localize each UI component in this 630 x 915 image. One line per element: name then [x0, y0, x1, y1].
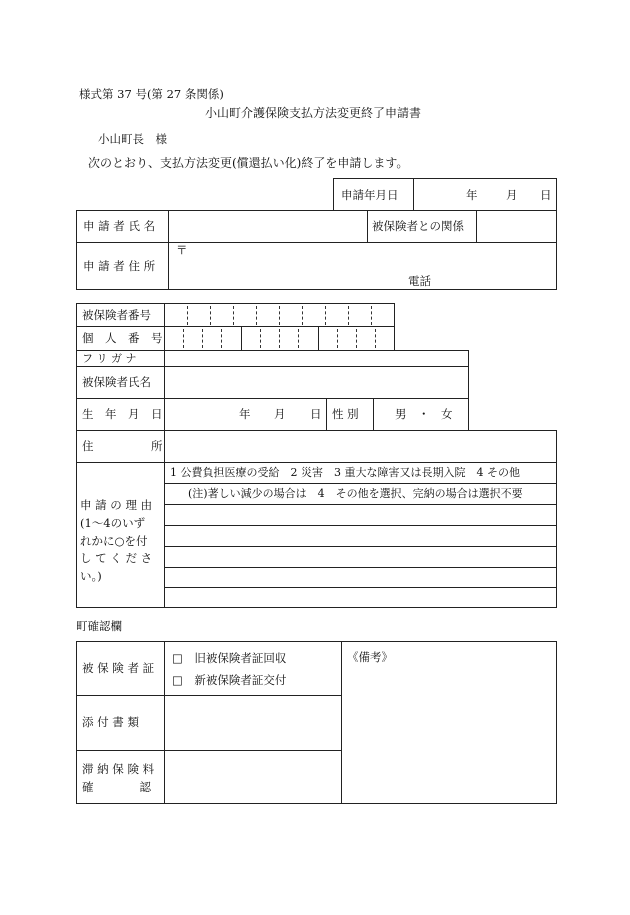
sex-label: 性 別 [332, 407, 359, 421]
insured-address-field[interactable] [166, 432, 555, 461]
arrears-label-line-1: 滞 納 保 険 料 [82, 762, 155, 776]
checkbox-new-card-issued[interactable]: □ 新被保険者証交付 [172, 673, 287, 687]
town-section-heading: 町確認欄 [76, 619, 122, 633]
birth-year-unit: 年 [239, 407, 251, 421]
remarks-field[interactable] [343, 668, 555, 802]
application-day-unit: 日 [540, 188, 552, 202]
relation-field[interactable] [478, 212, 555, 240]
applicant-name-label: 申 請 者 氏 名 [83, 219, 156, 233]
intro-text: 次のとおり、支払方法変更(償還払い化)終了を申請します。 [88, 156, 409, 170]
attachments-field[interactable] [166, 697, 339, 748]
birthdate-label: 生 年 月 日 [82, 407, 163, 421]
checkbox-old-card-collected[interactable]: □ 旧被保険者証回収 [172, 651, 287, 665]
reason-label-line-2: (1～4のいず [80, 515, 146, 530]
remarks-label: 《備考》 [347, 650, 393, 664]
sex-options[interactable]: 男 ・ 女 [395, 407, 453, 421]
personal-number-field[interactable] [166, 328, 393, 349]
reason-label [80, 497, 164, 586]
furigana-field[interactable] [166, 351, 467, 365]
insured-number-field[interactable] [166, 305, 393, 325]
birth-month-unit: 月 [274, 407, 286, 421]
addressee: 小山町長 様 [98, 132, 167, 146]
insured-name-field[interactable] [166, 368, 467, 397]
arrears-label-line-2: 確 認 [82, 780, 151, 794]
applicant-address-field[interactable] [170, 244, 555, 288]
furigana-label: フ リ ガ ナ [82, 352, 137, 365]
reason-label-line-5: い。) [80, 569, 102, 584]
relation-label: 被保険者との関係 [372, 219, 464, 233]
birth-day-unit: 日 [310, 407, 322, 421]
postal-mark: 〒 [176, 243, 188, 257]
form-title: 小山町介護保険支払方法変更終了申請書 [205, 106, 422, 120]
attachments-label: 添 付 書 類 [82, 715, 139, 729]
phone-label: 電話 [408, 274, 431, 288]
reason-options[interactable]: 1 公費負担医療の受給 2 災害 3 重大な障害又は長期入院 4 その他 [170, 466, 520, 479]
reason-label-line-4: し て く だ さ [80, 551, 153, 566]
application-year-unit: 年 [466, 188, 478, 202]
applicant-address-label: 申 請 者 住 所 [83, 259, 156, 273]
personal-number-label: 個 人 番 号 [82, 331, 163, 345]
form-number: 様式第 37 号(第 27 条関係) [79, 87, 224, 101]
reason-note: (注)著しい減少の場合は 4 その他を選択、完納の場合は選択不要 [188, 487, 523, 500]
reason-label-line-3: れかに○を付 [80, 533, 148, 548]
reason-detail-field[interactable] [166, 506, 555, 606]
insured-address-label: 住 所 [82, 439, 163, 453]
reason-label-line-1: 申 請 の 理 由 [80, 498, 153, 512]
applicant-name-field[interactable] [170, 212, 365, 240]
application-month-unit: 月 [506, 188, 518, 202]
insurance-card-label: 被 保 険 者 証 [82, 661, 155, 675]
arrears-field[interactable] [166, 752, 339, 802]
insured-name-label: 被保険者氏名 [82, 375, 151, 389]
insured-number-label: 被保険者番号 [82, 308, 151, 322]
application-date-label: 申請年月日 [341, 188, 399, 202]
